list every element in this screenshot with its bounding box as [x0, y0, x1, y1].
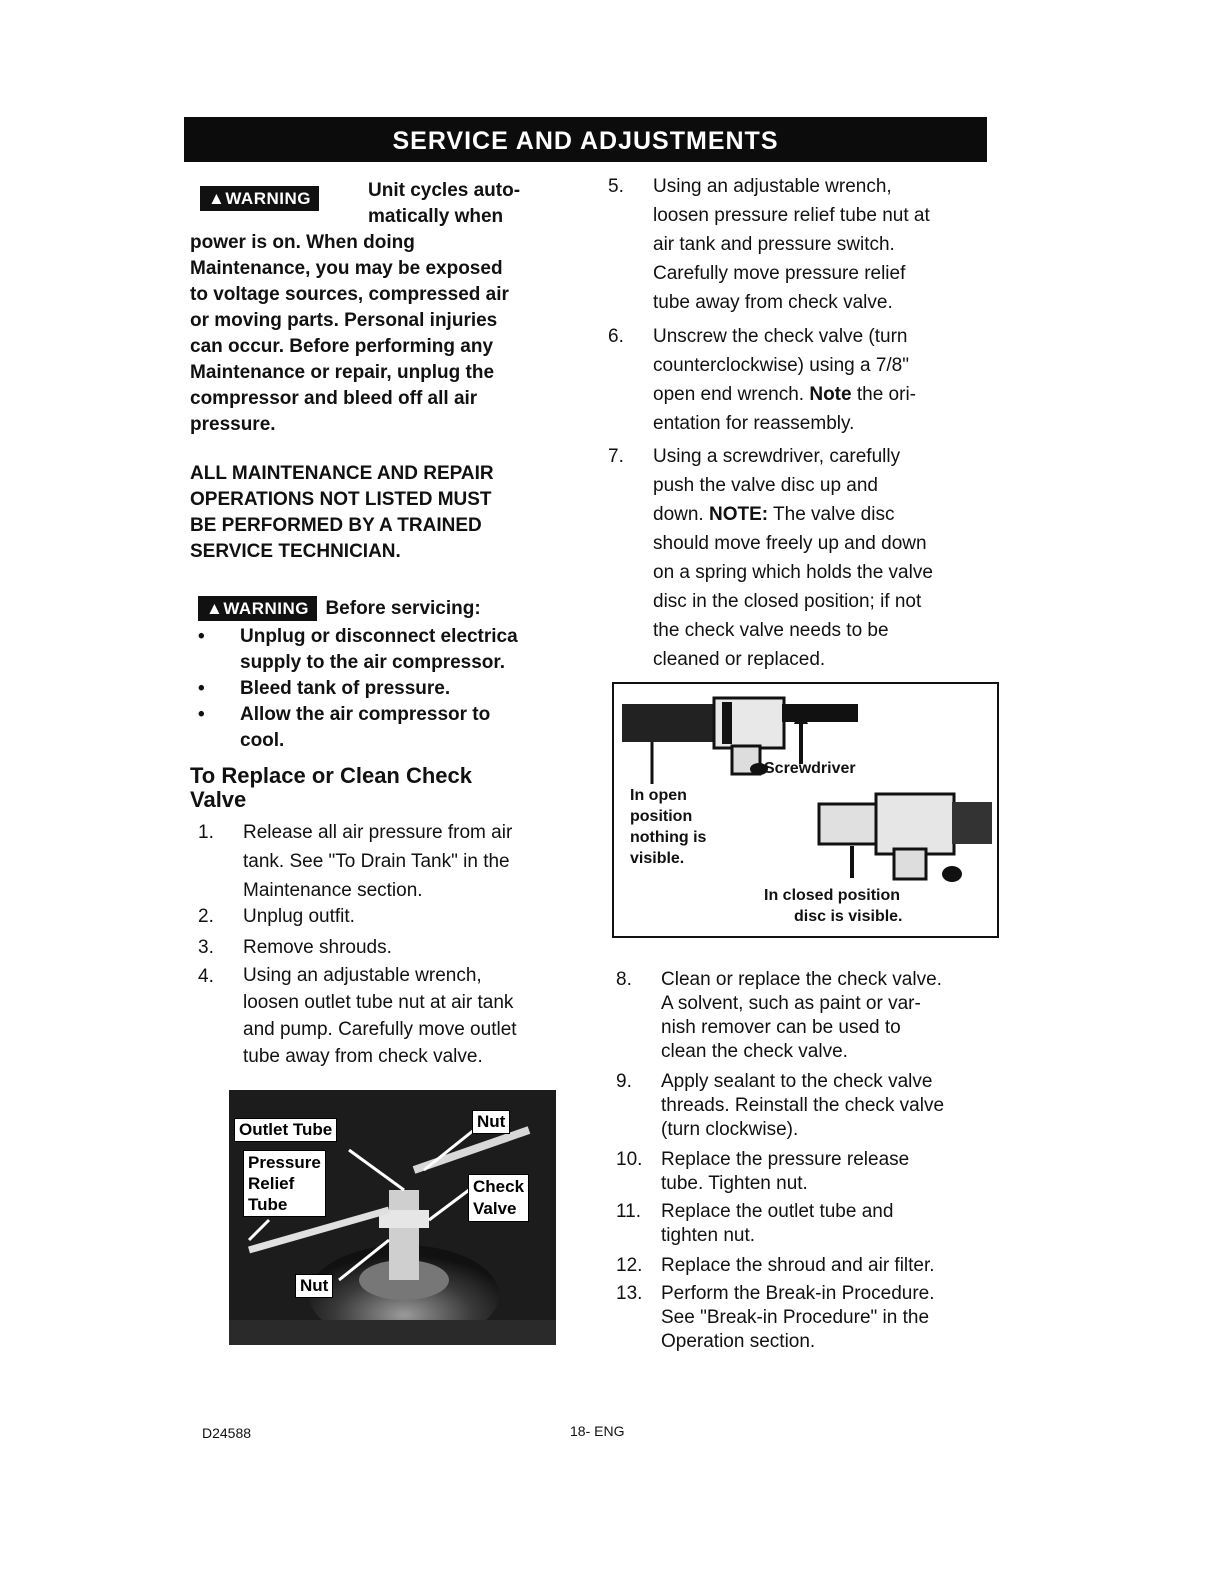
warning-badge-2: ▲WARNING: [198, 596, 317, 621]
label-outlet-tube: Outlet Tube: [234, 1118, 337, 1142]
warning-lead: Unit cycles auto- matically when: [368, 180, 521, 227]
page-number: 18- ENG: [570, 1423, 625, 1439]
warning-block-2: [190, 596, 585, 754]
list-item: • Unplug or disconnect electrica supply to the air compressor.: [198, 626, 518, 673]
check-valve-diagram: [612, 682, 999, 938]
page-header: SERVICE AND ADJUSTMENTS: [184, 117, 987, 162]
check-valve-photo: [229, 1090, 556, 1345]
list-item: • Bleed tank of pressure.: [198, 678, 451, 699]
warning2-lead: Before servicing:: [325, 598, 481, 619]
label-screwdriver: Screwdriver: [764, 760, 856, 777]
document-code: D24588: [202, 1425, 252, 1441]
warning-body: power is on. When doing Maintenance, you may be exposed to voltage sources, compressed air or moving parts. Personal injuries can occur. Before performing any Maintenance or repair, unplug the compressor and bleed off all air pressure.: [190, 232, 509, 435]
label-closed-position: In closed position disc is visible.: [764, 887, 903, 925]
warning-block-1: [190, 178, 585, 438]
maintenance-notice: ALL MAINTENANCE AND REPAIR OPERATIONS NOT LISTED MUST BE PERFORMED BY A TRAINED SERVICE TECHNICIAN.: [190, 463, 494, 562]
warning-badge: ▲WARNING: [200, 186, 319, 211]
list-item: • Allow the air compressor to cool.: [198, 704, 491, 751]
label-nut-bottom: Nut: [295, 1274, 333, 1298]
label-open-position: In open position nothing is visible.: [630, 787, 707, 867]
label-nut-top: Nut: [472, 1110, 510, 1134]
label-check-valve: Check Valve: [468, 1174, 529, 1222]
warning2-bullets: [190, 624, 585, 754]
section-title: To Replace or Clean Check Valve: [190, 763, 473, 812]
label-pressure-relief-tube: Pressure Relief Tube: [243, 1150, 326, 1217]
